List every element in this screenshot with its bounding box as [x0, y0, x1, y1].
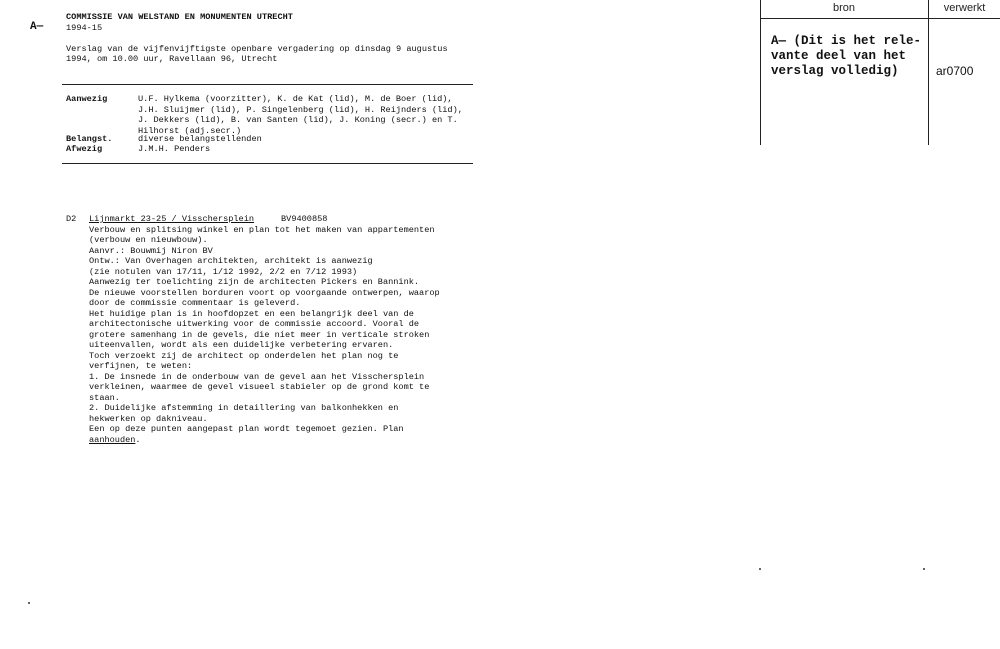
- item-line: door de commissie commentaar is geleverd.: [89, 298, 301, 308]
- item-line: uiteenvallen, wordt als een duidelijke verbetering ervaren.: [89, 340, 394, 350]
- scan-speck: [28, 602, 30, 604]
- item-location: Lijnmarkt 23-25 / Visschersplein: [89, 214, 255, 224]
- item-code: D2: [66, 214, 77, 224]
- item-decision: [89, 435, 141, 445]
- item-line: Een op deze punten aangepast plan wordt tegemoet gezien. Plan: [89, 424, 404, 434]
- item-line: staan.: [89, 392, 120, 403]
- table-header-rule: [760, 18, 1000, 19]
- report-line-1: Verslag van de vijfenvijftigste openbare vergadering op dinsdag 9 augustus: [66, 44, 448, 54]
- item-line: architectonische uitwerking voor de commissie accoord. Vooral de: [89, 319, 420, 329]
- absent-value: J.M.H. Penders: [138, 144, 211, 154]
- margin-marker: A—: [30, 21, 44, 33]
- item-line: Het huidige plan is in hoofdopzet en een belangrijk deel van de: [89, 308, 414, 319]
- scan-speck: [923, 568, 925, 570]
- present-line: U.F. Hylkema (voorzitter), K. de Kat (lid), M. de Boer (lid),: [138, 94, 453, 104]
- divider-bottom: [62, 163, 473, 164]
- interested-value: diverse belangstellenden: [138, 134, 262, 144]
- scan-speck: [759, 568, 761, 570]
- divider-top: [62, 84, 473, 85]
- bron-note-line: A— (Dit is het rele-: [771, 34, 922, 48]
- absent-label: Afwezig: [66, 144, 103, 154]
- org-title: COMMISSIE VAN WELSTAND EN MONUMENTEN UTRECHT: [66, 12, 293, 22]
- present-label: Aanwezig: [66, 94, 108, 104]
- item-line: Aanwezig ter toelichting zijn de architecten Pickers en Bannink.: [89, 277, 420, 287]
- item-line: grotere samenhang in de gevels, die niet meer in verticale stroken: [89, 329, 430, 340]
- column-header-verwerkt: verwerkt: [943, 2, 986, 14]
- item-line: 1. De insnede in de onderbouw van de gevel aan het Visschersplein: [89, 371, 425, 382]
- decision-punct: .: [135, 434, 141, 445]
- item-line: verkleinen, waarmee de gevel visueel stabieler op de grond komt te: [89, 382, 430, 392]
- item-line: Aanvr.: Bouwmij Niron BV: [89, 245, 213, 256]
- interested-label: Belangst.: [66, 134, 113, 144]
- report-line-2: 1994, om 10.00 uur, Ravellaan 96, Utrecht: [66, 54, 278, 64]
- present-line: J.H. Sluijmer (lid), P. Singelenberg (lid), H. Reijnders (lid),: [138, 104, 463, 115]
- item-line: (zie notulen van 17/11, 1/12 1992, 2/2 en 7/12 1993): [89, 266, 358, 277]
- item-line: verfijnen, te weten:: [89, 361, 193, 371]
- bron-note-line: vante deel van het: [771, 49, 907, 63]
- present-line: J. Dekkers (lid), B. van Santen (lid), J. Koning (secr.) en T.: [138, 115, 458, 125]
- present-line: Hilhorst (adj.secr.): [138, 125, 242, 136]
- decision-word: aanhouden: [89, 434, 136, 445]
- reference-code: ar0700: [936, 64, 974, 78]
- table-left-border: [760, 0, 761, 145]
- item-line: De nieuwe voorstellen borduren voort op voorgaande ontwerpen, waarop: [89, 287, 440, 298]
- item-line: hekwerken op dakniveau.: [89, 413, 208, 424]
- bron-note-line: verslag volledig): [771, 64, 899, 78]
- report-year: 1994-15: [66, 23, 103, 33]
- item-line: (verbouw en nieuwbouw).: [89, 235, 208, 245]
- item-dossier: BV9400858: [281, 214, 328, 224]
- item-line: 2. Duidelijke afstemming in detaillering van balkonhekken en: [89, 403, 399, 413]
- column-header-bron: bron: [832, 2, 856, 14]
- item-line: Toch verzoekt zij de architect op onderdelen het plan nog te: [89, 350, 399, 361]
- table-middle-border: [928, 0, 929, 145]
- item-line: Verbouw en splitsing winkel en plan tot het maken van appartementen: [89, 224, 435, 235]
- item-line: Ontw.: Van Overhagen architekten, architekt is aanwezig: [89, 256, 373, 266]
